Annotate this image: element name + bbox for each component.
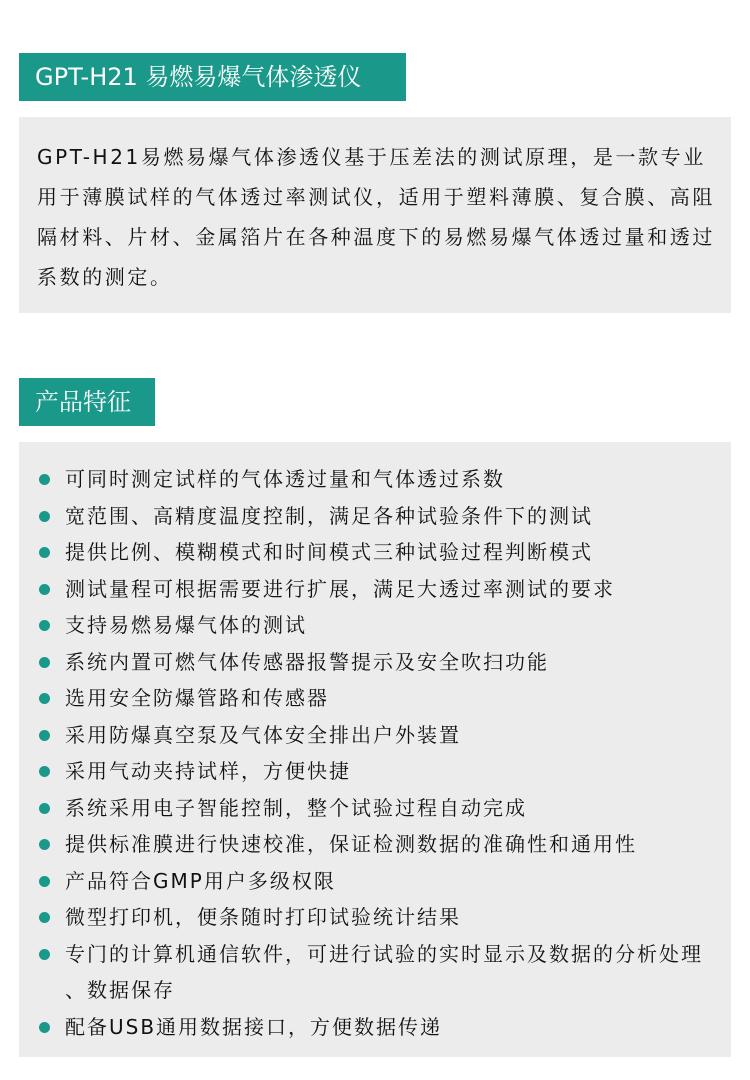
bullet-dot-icon [39, 511, 50, 522]
feature-text: 配备USB通用数据接口，方便数据传递 [65, 1014, 443, 1039]
feature-text: 专门的计算机通信软件，可进行试验的实时显示及数据的分析处理 、数据保存 [65, 941, 703, 1002]
feature-text: 测试量程可根据需要进行扩展，满足大透过率测试的要求 [65, 576, 615, 601]
feature-item [19, 461, 731, 498]
bullet-dot-icon [39, 949, 50, 960]
feature-item [19, 644, 731, 681]
feature-item [19, 571, 731, 608]
bullet-dot-icon [39, 693, 50, 704]
bullet-dot-icon [39, 730, 50, 741]
feature-item [19, 863, 731, 900]
feature-item [19, 899, 731, 936]
feature-text: 系统内置可燃气体传感器报警提示及安全吹扫功能 [65, 649, 549, 674]
feature-text: 提供标准膜进行快速校准，保证检测数据的准确性和通用性 [65, 832, 637, 856]
bullet-dot-icon [39, 547, 50, 558]
feature-text: 采用防爆真空泵及气体安全排出户外装置 [65, 722, 461, 747]
bullet-dot-icon [39, 1022, 50, 1033]
feature-text: 系统采用电子智能控制，整个试验过程自动完成 [65, 795, 527, 820]
feature-item [19, 534, 731, 571]
bullet-dot-icon [39, 766, 50, 777]
feature-item [19, 826, 731, 863]
bullet-dot-icon [39, 620, 50, 631]
intro-panel [19, 117, 731, 313]
bullet-dot-icon [39, 584, 50, 595]
feature-item [19, 607, 731, 644]
bullet-dot-icon [39, 803, 50, 814]
feature-item [19, 936, 731, 1009]
feature-item [19, 717, 731, 754]
feature-text: 采用气动夹持试样，方便快捷 [65, 759, 351, 783]
features-panel [19, 442, 731, 1057]
intro-text: GPT-H21易燃易爆气体渗透仪基于压差法的测试原理，是一款专业用于薄膜试样的气体透过率测试仪，适用于塑料薄膜、复合膜、高阻隔材料、片材、金属箔片在各种温度下的易燃易爆气体透过量和透过系数的测定。 [37, 145, 715, 289]
bullet-dot-icon [39, 839, 50, 850]
feature-text: 可同时测定试样的气体透过量和气体透过系数 [65, 467, 505, 491]
feature-text: 支持易燃易爆气体的测试 [65, 613, 307, 637]
feature-item [19, 790, 731, 827]
bullet-dot-icon [39, 657, 50, 668]
feature-item [19, 680, 731, 717]
feature-item [19, 753, 731, 790]
bullet-dot-icon [39, 474, 50, 485]
feature-text: 微型打印机，便条随时打印试验统计结果 [65, 905, 461, 929]
section-title-product: GPT-H21 易燃易爆气体渗透仪 [19, 53, 406, 101]
bullet-dot-icon [39, 912, 50, 923]
bullet-dot-icon [39, 876, 50, 887]
feature-text: 宽范围、高精度温度控制，满足各种试验条件下的测试 [65, 503, 593, 528]
feature-text: 选用安全防爆管路和传感器 [65, 686, 329, 710]
feature-text: 提供比例、模糊模式和时间模式三种试验过程判断模式 [65, 540, 593, 564]
feature-text: 产品符合GMP用户多级权限 [65, 868, 336, 893]
feature-item [19, 498, 731, 535]
section-title-features: 产品特征 [19, 378, 155, 426]
feature-item [19, 1009, 731, 1046]
feature-list [19, 461, 731, 1045]
